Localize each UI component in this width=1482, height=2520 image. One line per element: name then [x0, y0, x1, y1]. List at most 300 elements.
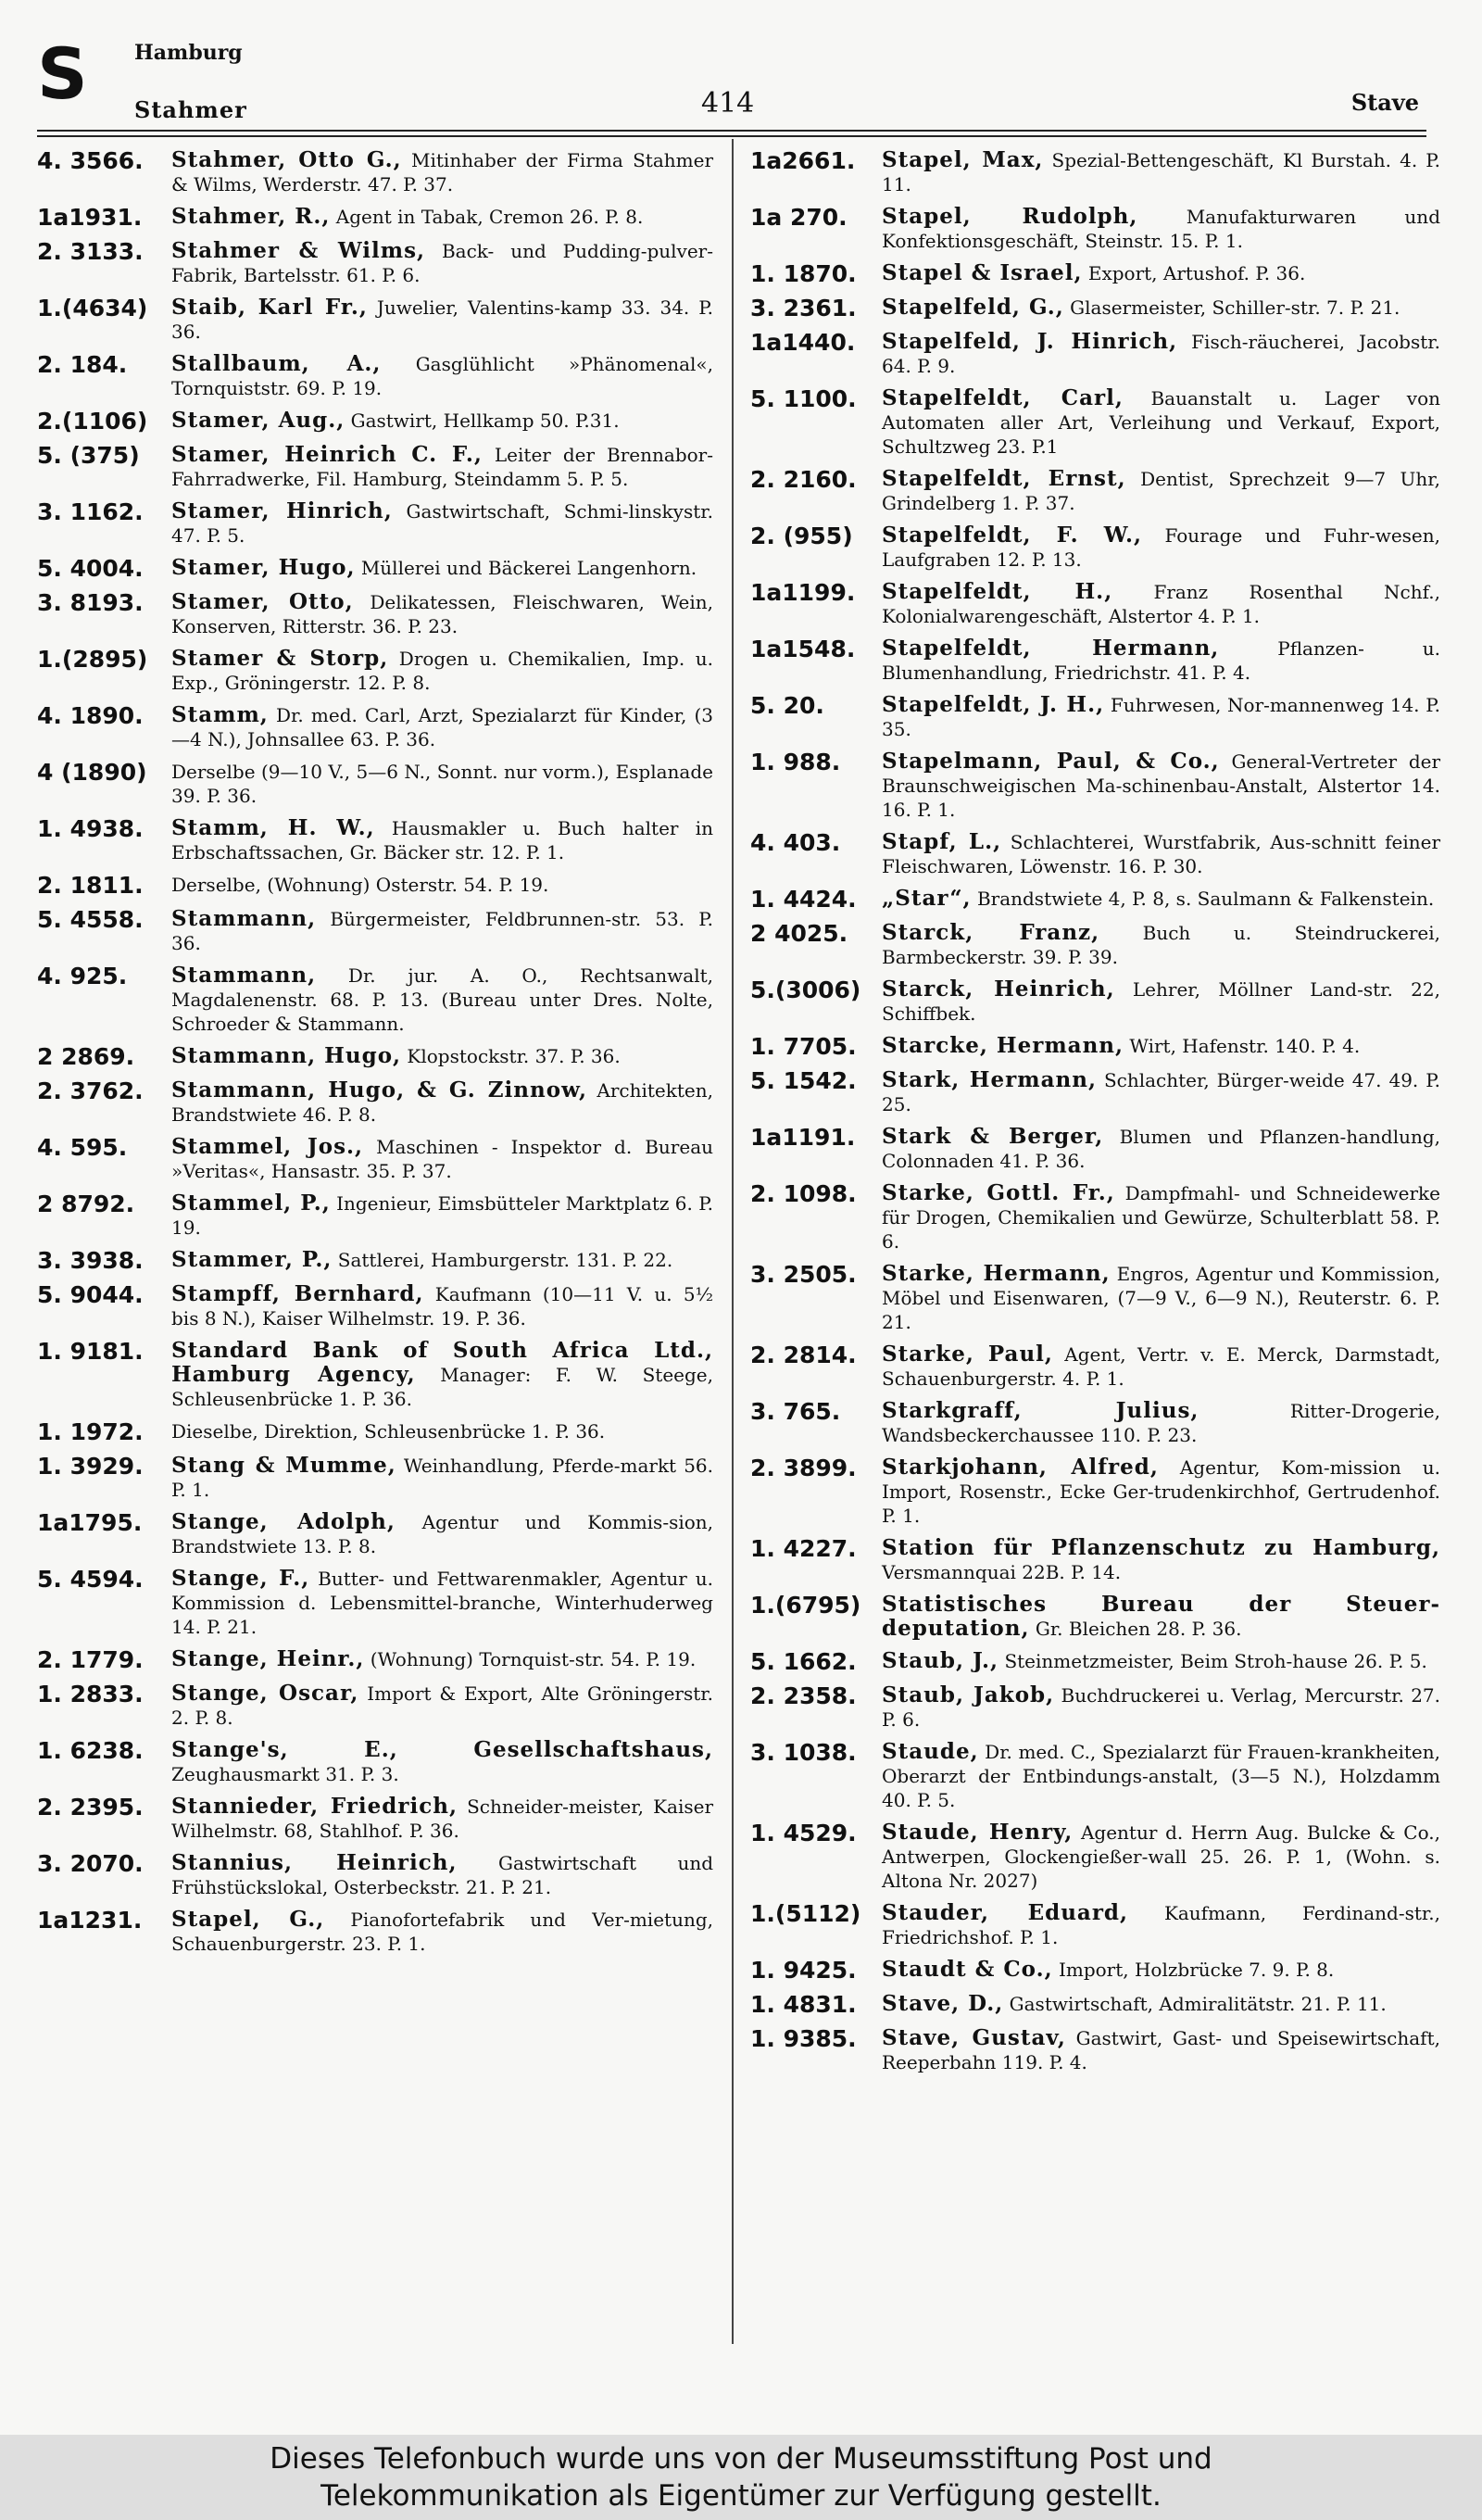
entry-details: Klopstockstr. 37. P. 36. [407, 1045, 621, 1067]
directory-entry [37, 1135, 713, 1183]
phone-number: 3. 1162. [37, 498, 144, 525]
entry-name: Starkgraff, Julius, [882, 1398, 1199, 1423]
entry-name: Stamer, Aug., [171, 408, 345, 433]
directory-entry [750, 1068, 1440, 1116]
phone-number: 2. 2358. [750, 1682, 857, 1709]
phone-number: 5. 1100. [750, 385, 857, 412]
entry-details: Agent, Vertr. v. E. Merck, Darmstadt, Schauenburgerstr. 4. P. 1. [882, 1343, 1441, 1390]
entry-text [171, 1135, 713, 1183]
phone-number: 5. 4004. [37, 555, 144, 582]
phone-number: 1a1231. [37, 1907, 143, 1934]
entry-name: Stammann, Hugo, [171, 1043, 402, 1068]
page-number: 414 [701, 87, 755, 120]
entry-text [171, 1044, 713, 1068]
entry-name: Stapel, Max, [882, 147, 1044, 172]
phone-number: 5. 1662. [750, 1648, 857, 1675]
entry-details: Agentur, Kom-mission u. Import, Rosenstr., Ecke Ger-trudenkirchhof, Gertrudenhof. P. 1. [882, 1456, 1440, 1527]
entry-text [882, 1034, 1440, 1058]
directory-entry [750, 2026, 1440, 2074]
entry-text [882, 205, 1440, 253]
directory-entry [37, 1647, 713, 1673]
column-divider [732, 139, 734, 2344]
entry-name: Stark, Hermann, [882, 1067, 1097, 1092]
entry-name: Stapelfeldt, J. H., [882, 692, 1105, 717]
header-first-entry: Stahmer [134, 96, 247, 123]
phone-number: 1. 4227. [750, 1535, 857, 1562]
entry-text [882, 977, 1440, 1026]
entry-name: Stauder, Eduard, [882, 1900, 1129, 1925]
entry-name: Stang & Mumme, [171, 1453, 396, 1478]
entry-text [882, 921, 1440, 969]
phone-number: 3. 2070. [37, 1850, 144, 1877]
phone-number: 5. 9044. [37, 1281, 144, 1308]
directory-entry [750, 1593, 1440, 1641]
entry-details: Hausmakler u. Buch halter in Erbschaftssachen, Gr. Bäcker str. 12. P. 1. [171, 817, 713, 863]
entry-text [171, 443, 713, 491]
phone-number: 1. 9181. [37, 1338, 144, 1365]
phone-number: 3. 2361. [750, 295, 857, 321]
entry-name: Stapf, L., [882, 829, 1002, 854]
directory-entry [750, 467, 1440, 515]
entry-name: Stamm, [171, 702, 269, 727]
directory-entry [750, 1740, 1440, 1812]
entry-text [882, 1342, 1440, 1391]
entry-text [882, 1593, 1440, 1641]
entry-text [171, 296, 713, 344]
phone-number: 1a1931. [37, 204, 143, 231]
directory-entry [750, 1649, 1440, 1675]
entry-details: Blumen und Pflanzen-handlung, Colonnaden 41. P. 36. [882, 1126, 1441, 1172]
entry-details: Weinhandlung, Pferde-markt 56. P. 1. [171, 1455, 714, 1501]
directory-entry [750, 887, 1440, 913]
entry-text [882, 1649, 1440, 1673]
phone-number: 2. 3133. [37, 238, 144, 265]
entry-text [882, 1068, 1440, 1116]
entry-name: Stange, Adolph, [171, 1509, 396, 1534]
phone-number: 1a1199. [750, 579, 856, 606]
directory-entry [750, 1125, 1440, 1173]
directory-entry [750, 1992, 1440, 2018]
entry-details: General-Vertreter der Braunschweigischen Ma-schinenbau-Anstalt, Alstertor 14. 16. P. 1. [882, 750, 1441, 821]
entry-text [882, 148, 1440, 196]
phone-number: 2. 2160. [750, 466, 857, 493]
directory-entry [37, 239, 713, 287]
directory-entry [750, 580, 1440, 628]
directory-entry [37, 647, 713, 695]
entry-details: Ingenieur, Eimsbütteler Marktplatz 6. P. 19. [171, 1192, 713, 1239]
entry-details: Kaufmann, Ferdinand-str., Friedrichshof. P. 1. [882, 1902, 1440, 1948]
entry-details: Ritter-Drogerie, Wandsbeckerchaussee 110. P. 23. [882, 1400, 1440, 1446]
directory-entry [750, 1181, 1440, 1254]
entry-details: Gastwirtschaft, Schmi-linskystr. 47. P. 5. [171, 500, 713, 547]
entry-name: Stammann, Hugo, & G. Zinnow, [171, 1077, 588, 1102]
directory-entry [37, 1510, 713, 1558]
entry-details: Dampfmahl- und Schneidewerke für Drogen, Chemikalien und Gewürze, Schulterblatt 58. P. 6. [882, 1182, 1441, 1253]
entry-details: Lehrer, Möllner Land-str. 22, Schiffbek. [882, 978, 1440, 1025]
phone-number: 1.(5112) [750, 1900, 861, 1927]
entry-name: Stapel, Rudolph, [882, 204, 1138, 229]
entry-name: Stamer, Heinrich C. F., [171, 442, 483, 467]
entry-text [171, 1454, 713, 1502]
phone-number: 2. 1098. [750, 1180, 857, 1207]
phone-number: 1a1548. [750, 636, 856, 662]
entry-text [171, 1647, 713, 1671]
entry-text [171, 1795, 713, 1843]
entry-text [882, 1181, 1440, 1254]
phone-number: 2. 184. [37, 351, 128, 378]
entry-name: Stange's, E., Gesellschaftshaus, [171, 1737, 713, 1762]
entry-text [882, 330, 1440, 378]
entry-text [171, 1851, 713, 1899]
directory-entry [37, 1191, 713, 1240]
directory-entry [37, 205, 713, 231]
phone-number: 4. 1890. [37, 702, 144, 729]
phone-number: 1a1191. [750, 1124, 856, 1151]
entry-text [882, 830, 1440, 878]
phone-number: 4. 403. [750, 829, 841, 856]
directory-entry [37, 760, 713, 808]
entry-details: Juwelier, Valentins-kamp 33. 34. P. 36. [171, 296, 713, 343]
entry-name: Stapelfeld, G., [882, 295, 1064, 320]
entry-name: Stahmer, R., [171, 204, 331, 229]
entry-details: Buch u. Steindruckerei, Barmbeckerstr. 39. P. 39. [882, 922, 1441, 968]
entry-text [171, 1282, 713, 1330]
entry-text [882, 1901, 1440, 1949]
entry-details: Import, Holzbrücke 7. 9. P. 8. [1058, 1959, 1335, 1981]
phone-number: 1. 1972. [37, 1418, 144, 1445]
entry-details: Manufakturwaren und Konfektionsgeschäft, Steinstr. 15. P. 1. [882, 206, 1440, 252]
phone-number: 1. 9425. [750, 1957, 857, 1984]
entry-details: Agent in Tabak, Cremon 26. P. 8. [335, 206, 644, 228]
entry-text [882, 296, 1440, 320]
entry-name: Starke, Gottl. Fr., [882, 1180, 1115, 1205]
phone-number: 1. 4938. [37, 815, 144, 842]
header-rule [37, 130, 1426, 132]
entry-details: Manager: F. W. Steege, Schleusenbrücke 1. P. 36. [171, 1364, 713, 1410]
phone-number: 2. 1779. [37, 1646, 144, 1673]
phone-number: 2. 3762. [37, 1077, 144, 1104]
directory-entry [750, 1536, 1440, 1584]
directory-entry [37, 590, 713, 638]
phone-number: 4. 595. [37, 1134, 128, 1161]
entry-details: Butter- und Fettwarenmakler, Agentur u. Kommission d. Lebensmittel-branche, Winterhuderweg 14. P. 21. [171, 1568, 713, 1638]
entry-details: Sattlerei, Hamburgerstr. 131. P. 22. [337, 1249, 673, 1271]
left-column [37, 148, 713, 1964]
header-city: Hamburg [134, 41, 243, 65]
phone-number: 1. 4529. [750, 1820, 857, 1846]
directory-entry [750, 750, 1440, 822]
entry-name: Station für Pflanzenschutz zu Hamburg, [882, 1535, 1440, 1560]
entry-text [882, 467, 1440, 515]
entry-details: Leiter der Brennabor-Fahrradwerke, Fil. Hamburg, Steindamm 5. P. 5. [171, 444, 713, 490]
directory-entry [37, 1044, 713, 1070]
entry-details: Buchdruckerei u. Verlag, Mercurstr. 27. P. 6. [882, 1684, 1440, 1731]
entry-details: Engros, Agentur und Kommission, Möbel und Eisenwaren, (7—9 V., 6—9 N.), Reuterstr. 6. P. 21. [882, 1263, 1441, 1333]
phone-number: 1. 6238. [37, 1737, 144, 1764]
directory-entry [750, 386, 1440, 459]
directory-entry [750, 205, 1440, 253]
entry-name: Stapelmann, Paul, & Co., [882, 749, 1220, 774]
entry-text [171, 1908, 713, 1956]
entry-name: Starkjohann, Alfred, [882, 1455, 1159, 1480]
entry-text [171, 647, 713, 695]
phone-number: 2.(1106) [37, 408, 148, 435]
phone-number: 1.(6795) [750, 1592, 861, 1619]
entry-text [171, 556, 713, 580]
directory-entry [750, 830, 1440, 878]
phone-number: 3. 3938. [37, 1247, 144, 1274]
phone-number: 2. 2814. [750, 1342, 857, 1368]
entry-name: Stange, Heinr., [171, 1646, 365, 1671]
entry-text [171, 409, 713, 433]
entry-details: Mitinhaber der Firma Stahmer & Wilms, Werderstr. 47. P. 37. [171, 149, 713, 195]
entry-name: Stamer, Otto, [171, 589, 354, 614]
directory-entry [37, 556, 713, 582]
entry-text [882, 1399, 1440, 1447]
directory-entry [750, 1683, 1440, 1732]
entry-details: Gasglühlicht »Phänomenal«, Tornquiststr. 69. P. 19. [171, 353, 714, 399]
phone-number: 1. 7705. [750, 1033, 857, 1060]
entry-details: Wirt, Hafenstr. 140. P. 4. [1129, 1035, 1361, 1057]
entry-details: Export, Artushof. P. 36. [1087, 262, 1306, 284]
right-column [750, 148, 1440, 2083]
directory-entry [750, 977, 1440, 1026]
entry-name: Stark & Berger, [882, 1124, 1104, 1149]
directory-entry [750, 693, 1440, 741]
phone-number: 1a1795. [37, 1509, 143, 1536]
directory-entry [37, 1851, 713, 1899]
entry-name: Stapel & Israel, [882, 260, 1083, 285]
phone-number: 4. 3566. [37, 147, 144, 174]
entry-text [171, 352, 713, 400]
entry-details: Müllerei und Bäckerei Langenhorn. [360, 557, 697, 579]
footer-line-1: Dieses Telefonbuch wurde uns von der Museumsstiftung Post und [270, 2442, 1212, 2476]
entry-name: Starcke, Hermann, [882, 1033, 1124, 1058]
entry-details: Pflanzen- u. Blumenhandlung, Friedrichstr. 41. P. 4. [882, 637, 1441, 684]
entry-details: Schlachter, Bürger-weide 47. 49. P. 25. [882, 1069, 1441, 1115]
directory-entry [37, 296, 713, 344]
entry-name: Stahmer & Wilms, [171, 238, 426, 263]
phone-number: 2. 3899. [750, 1455, 857, 1481]
entry-details: Zeughausmarkt 31. P. 3. [171, 1763, 399, 1785]
entry-text [171, 1510, 713, 1558]
entry-name: Starck, Franz, [882, 920, 1100, 945]
phone-number: 2. (955) [750, 523, 853, 549]
entry-details: Delikatessen, Fleischwaren, Wein, Konserven, Ritterstr. 36. P. 23. [171, 591, 714, 637]
entry-details: Glasermeister, Schiller-str. 7. P. 21. [1070, 296, 1400, 319]
entry-name: Stallbaum, A., [171, 351, 382, 376]
entry-text [171, 1339, 713, 1411]
footer-notice [0, 2435, 1482, 2520]
directory-entry [37, 1795, 713, 1843]
entry-text [171, 1191, 713, 1240]
directory-entry [37, 964, 713, 1036]
entry-name: Stapel, G., [171, 1907, 325, 1932]
phone-number: 1a1440. [750, 329, 856, 356]
phone-number: 2. 1811. [37, 872, 144, 899]
entry-name: Standard Bank of South Africa Ltd., Hamburg Agency, [171, 1338, 713, 1387]
phone-number: 3. 765. [750, 1398, 841, 1425]
entry-name: Starke, Hermann, [882, 1261, 1111, 1286]
entry-text [882, 1455, 1440, 1528]
footer-line-2: Telekommunikation als Eigentümer zur Verfügung gestellt. [320, 2479, 1162, 2513]
entry-name: Stahmer, Otto G., [171, 147, 402, 172]
entry-details: Gastwirt, Gast- und Speisewirtschaft, Reeperbahn 119. P. 4. [882, 2027, 1440, 2073]
entry-text [171, 1419, 713, 1443]
directory-entry [37, 873, 713, 899]
entry-details: Franz Rosenthal Nchf., Kolonialwarengeschäft, Alstertor 4. P. 1. [882, 581, 1440, 627]
entry-text [171, 907, 713, 955]
phone-number: 2. 2395. [37, 1794, 144, 1821]
directory-entry [750, 1034, 1440, 1060]
entry-name: Stapelfeld, J. Hinrich, [882, 329, 1178, 354]
entry-text [882, 636, 1440, 685]
entry-name: Staude, [882, 1739, 979, 1764]
entry-text [171, 1248, 713, 1272]
header-rule [37, 135, 1426, 137]
directory-entry [750, 523, 1440, 572]
entry-name: Staudt & Co., [882, 1957, 1053, 1982]
entry-text [882, 261, 1440, 285]
phone-number: 1. 2833. [37, 1681, 144, 1707]
entry-details: Agentur und Kommis-sion, Brandstwiete 13. P. 8. [171, 1511, 714, 1557]
entry-name: Stammann, [171, 963, 317, 988]
phone-number: 5. 1542. [750, 1067, 857, 1094]
phone-number: 5. 4594. [37, 1566, 144, 1593]
directory-entry [37, 907, 713, 955]
directory-entry [37, 1682, 713, 1730]
entry-name: Staub, Jakob, [882, 1682, 1055, 1707]
entry-name: Stannieder, Friedrich, [171, 1794, 458, 1819]
entry-name: Stammer, P., [171, 1247, 333, 1272]
phone-number: 1. 4424. [750, 886, 857, 913]
directory-entry [37, 1738, 713, 1786]
entry-details: Gastwirtschaft, Admiralitätstr. 21. P. 11. [1009, 1993, 1387, 2015]
entry-name: Stammann, [171, 906, 317, 931]
directory-entry [750, 1821, 1440, 1893]
entry-text [171, 590, 713, 638]
entry-text [882, 1536, 1440, 1584]
phone-number: 1.(4634) [37, 295, 148, 321]
entry-text [882, 2026, 1440, 2074]
entry-text [171, 205, 713, 229]
directory-entry [37, 1339, 713, 1411]
entry-text [882, 580, 1440, 628]
entry-details: Dr. med. C., Spezialarzt für Frauen-krankheiten, Oberarzt der Entbindungs-anstalt, (3—5 N.), Holzdamm 40. P. 5. [882, 1741, 1440, 1811]
directory-entry [750, 148, 1440, 196]
entry-text [882, 1262, 1440, 1334]
header-last-entry: Stave [1350, 89, 1419, 116]
entry-name: Stapelfeldt, Ernst, [882, 466, 1126, 491]
entry-details: Kaufmann (10—11 V. u. 5½ bis 8 N.), Kaiser Wilhelmstr. 19. P. 36. [171, 1283, 713, 1329]
phone-number: 1a 270. [750, 204, 848, 231]
entry-details: Fuhrwesen, Nor-mannenweg 14. P. 35. [882, 694, 1441, 740]
directory-entry [37, 1282, 713, 1330]
entry-name: Starck, Heinrich, [882, 976, 1115, 1002]
phone-number: 3. 8193. [37, 589, 144, 616]
directory-entry [37, 1248, 713, 1274]
directory-entry [750, 921, 1440, 969]
entry-details: Back- und Pudding-pulver-Fabrik, Bartelsstr. 61. P. 6. [171, 240, 714, 286]
entry-details: Steinmetzmeister, Beim Stroh-hause 26. P. 5. [1004, 1650, 1427, 1672]
entry-text [171, 873, 713, 897]
phone-number: 1. 9385. [750, 2025, 857, 2052]
phone-number: 3. 2505. [750, 1261, 857, 1288]
entry-details: Spezial-Bettengeschäft, Kl Burstah. 4. P. 11. [882, 149, 1441, 195]
entry-details: Dieselbe, Direktion, Schleusenbrücke 1. P. 36. [171, 1420, 606, 1443]
entry-name: Stammel, Jos., [171, 1134, 364, 1159]
entry-text [171, 1078, 713, 1127]
entry-name: Stave, D., [882, 1991, 1004, 2016]
entry-text [171, 964, 713, 1036]
entry-details: Fisch-räucherei, Jacobstr. 64. P. 9. [882, 331, 1440, 377]
entry-text [882, 523, 1440, 572]
entry-name: Stave, Gustav, [882, 2025, 1066, 2050]
phone-number: 3. 1038. [750, 1739, 857, 1766]
phone-number: 4. 925. [37, 963, 128, 989]
entry-details: Dr. jur. A. O., Rechtsanwalt, Magdalenenstr. 68. P. 13. (Bureau unter Dres. Nolte, Schroeder & Stammann. [171, 964, 714, 1035]
entry-text [882, 386, 1440, 459]
entry-details: Schlachterei, Wurstfabrik, Aus-schnitt feiner Fleischwaren, Löwenstr. 16. P. 30. [882, 831, 1441, 877]
directory-entry [750, 261, 1440, 287]
entry-text [882, 1740, 1440, 1812]
entry-details: Import & Export, Alte Gröningerstr. 2. P. 8. [171, 1682, 713, 1729]
entry-text [171, 703, 713, 751]
entry-text [171, 1682, 713, 1730]
entry-text [882, 887, 1440, 911]
entry-name: Stapelfeldt, H., [882, 579, 1113, 604]
entry-details: Agentur d. Herrn Aug. Bulcke & Co., Antwerpen, Glockengießer-wall 25. 26. P. 1, (Wohn. s. Altona Nr. 2027) [882, 1821, 1440, 1892]
entry-text [171, 1567, 713, 1639]
entry-text [171, 499, 713, 548]
entry-text [171, 1738, 713, 1786]
entry-details: Versmannquai 22B. P. 14. [882, 1561, 1122, 1583]
entry-name: Stammel, P., [171, 1191, 331, 1216]
entry-text [882, 750, 1440, 822]
entry-name: Stamer & Storp, [171, 646, 389, 671]
phone-number: 1.(2895) [37, 646, 148, 673]
directory-entry [750, 296, 1440, 321]
entry-text [882, 1958, 1440, 1982]
entry-text [171, 816, 713, 864]
section-letter: S [37, 32, 88, 115]
entry-text [882, 1992, 1440, 2016]
directory-entry [37, 816, 713, 864]
directory-entry [37, 1454, 713, 1502]
entry-name: Stamm, H. W., [171, 815, 375, 840]
directory-entry [37, 703, 713, 751]
phone-number: 4 (1890) [37, 759, 147, 786]
entry-name: Stapelfeldt, Hermann, [882, 636, 1220, 661]
entry-name: Stapelfeldt, F. W., [882, 523, 1143, 548]
entry-name: Stapelfeldt, Carl, [882, 385, 1124, 410]
entry-text [882, 693, 1440, 741]
phone-number: 5. 20. [750, 692, 824, 719]
entry-details: Pianofortefabrik und Ver-mietung, Schauenburgerstr. 23. P. 1. [171, 1909, 714, 1955]
directory-entry [750, 1342, 1440, 1391]
entry-name: Starke, Paul, [882, 1342, 1053, 1367]
directory-entry [37, 1567, 713, 1639]
directory-entry [750, 1958, 1440, 1984]
directory-entry [750, 1901, 1440, 1949]
phone-number: 5.(3006) [750, 976, 861, 1003]
phone-number: 1. 3929. [37, 1453, 144, 1480]
phone-number: 2 2869. [37, 1043, 135, 1070]
entry-details: Brandstwiete 4, P. 8, s. Saulmann & Falkenstein. [976, 888, 1435, 910]
entry-details: Dentist, Sprechzeit 9—7 Uhr, Grindelberg 1. P. 37. [882, 468, 1440, 514]
directory-entry [37, 148, 713, 196]
entry-name: Stamer, Hinrich, [171, 498, 393, 523]
